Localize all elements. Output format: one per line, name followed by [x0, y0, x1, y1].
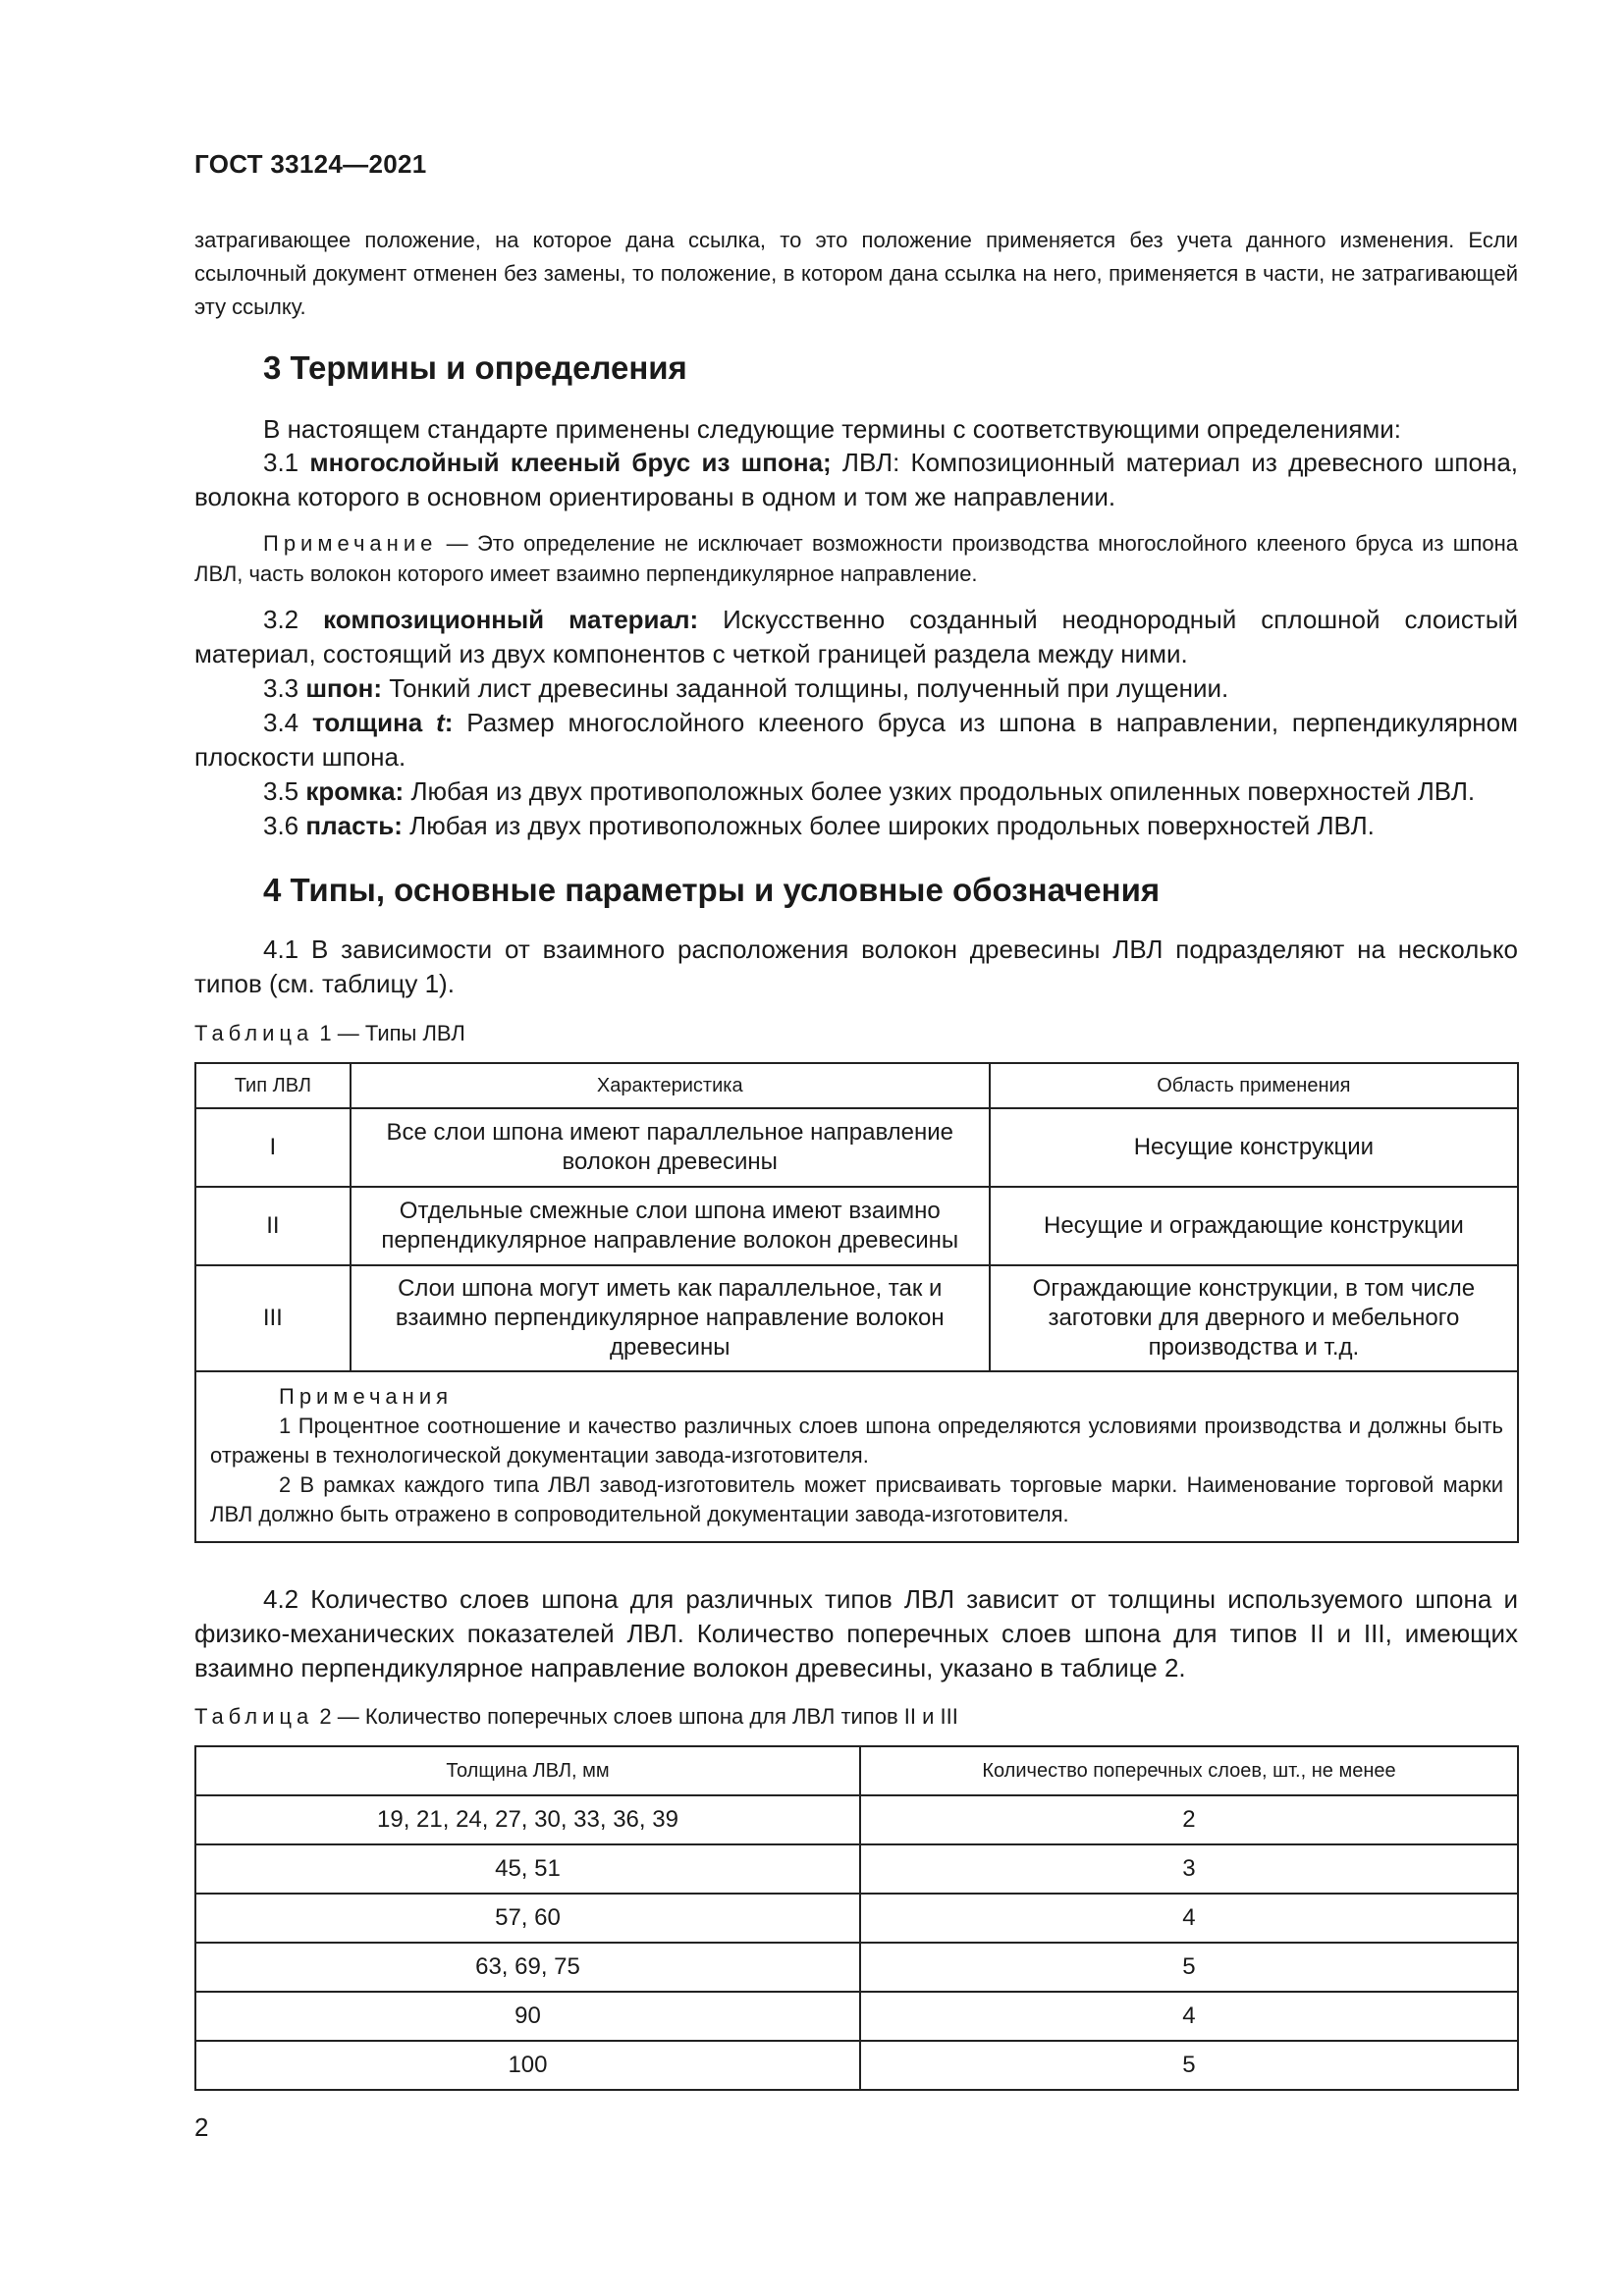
term-3-2	[194, 603, 1518, 671]
column-header: Область применения	[990, 1063, 1518, 1108]
table-row	[195, 1894, 1518, 1943]
table-row	[195, 1844, 1518, 1894]
table-cell-type: II	[195, 1187, 351, 1265]
term-name	[312, 708, 453, 737]
para-4-2	[194, 1582, 1518, 1685]
table-cell-thickness: 45, 51	[195, 1844, 860, 1894]
table-cell-count: 4	[860, 1894, 1518, 1943]
table-cell-type: I	[195, 1108, 351, 1187]
notes-label: Примечания	[279, 1384, 454, 1409]
table-header-row	[195, 1063, 1518, 1108]
term-3-1-note	[194, 528, 1518, 589]
term-name: композиционный материал:	[323, 605, 699, 634]
term-definition: Размер многослойного клееного бруса из шпона в направлении, перпендикулярном плоскости шпона.	[194, 708, 1519, 772]
section-3-title: 3 Термины и определения	[263, 349, 687, 386]
table-cell-count: 5	[860, 2041, 1518, 2090]
column-header: Характеристика	[351, 1063, 990, 1108]
table-1-caption	[194, 1021, 465, 1046]
table-cell-thickness: 19, 21, 24, 27, 30, 33, 36, 39	[195, 1795, 860, 1844]
term-number: 3.5	[263, 776, 299, 806]
table-cell-thickness: 100	[195, 2041, 860, 2090]
column-header: Тип ЛВЛ	[195, 1063, 351, 1108]
term-definition: ЛВЛ: Композиционный материал из древесного шпона, волокна которого в основном ориентированы в одном и том же направлении.	[194, 448, 1518, 511]
note-text: — Это определение не исключает возможности производства многослойного клееного бруса из шпона ЛВЛ, часть волокон которого имеет взаимно перпендикулярное направление.	[194, 531, 1518, 586]
table-cell-thickness: 90	[195, 1992, 860, 2041]
table-row	[195, 1265, 1518, 1371]
table-row	[195, 1795, 1518, 1844]
page-number: 2	[194, 2112, 209, 2142]
caption-text: 2 — Количество поперечных слоев шпона для ЛВЛ типов II и III	[319, 1704, 958, 1729]
caption-label: Таблица	[194, 1021, 314, 1045]
para-4-1	[194, 933, 1518, 1001]
term-name: пласть:	[305, 811, 403, 840]
table-2	[194, 1745, 1519, 2091]
table-note-2: 2 В рамках каждого типа ЛВЛ завод-изготовитель может присваивать торговые марки. Наименование торговой марки ЛВЛ должно быть отражено в сопроводительной документации завода-изготовителя.	[210, 1472, 1503, 1526]
table-row	[195, 1943, 1518, 1992]
table-row	[195, 2041, 1518, 2090]
term-number: 3.1	[263, 448, 299, 477]
table-row	[195, 1187, 1518, 1265]
term-number: 3.4	[263, 708, 299, 737]
term-number: 3.2	[263, 605, 299, 634]
term-number: 3.3	[263, 673, 299, 703]
table-2-caption	[194, 1704, 958, 1730]
table-cell-count: 4	[860, 1992, 1518, 2041]
table-cell-application: Ограждающие конструкции, в том числе заготовки для дверного и мебельного производства и т.д.	[990, 1265, 1518, 1371]
column-header: Количество поперечных слоев, шт., не менее	[860, 1746, 1518, 1795]
para-4-2-text: 4.2 Количество слоев шпона для различных типов ЛВЛ зависит от толщины используемого шпона и физико-механических показателей ЛВЛ. Количество поперечных слоев шпона для типов II и III, имеющих взаимно перпендикулярное направление волокон древесины, указано в таблице 2.	[194, 1584, 1518, 1682]
term-name: шпон:	[305, 673, 383, 703]
term-definition: Любая из двух противоположных более широких продольных поверхностей ЛВЛ.	[409, 811, 1375, 840]
intro-paragraph: затрагивающее положение, на которое дана ссылка, то это положение применяется без учета данного изменения. Если ссылочный документ отменен без замены, то положение, в котором дана ссылка на него, применяется в части, не затрагивающей эту ссылку.	[194, 228, 1518, 319]
document-code: ГОСТ 33124—2021	[194, 149, 427, 179]
table-cell-type: III	[195, 1265, 351, 1371]
term-colon: :	[444, 708, 454, 737]
term-definition: Тонкий лист древесины заданной толщины, полученный при лущении.	[389, 673, 1229, 703]
table-cell-characteristic: Все слои шпона имеют параллельное направление волокон древесины	[351, 1108, 990, 1187]
para-4-1-text: 4.1 В зависимости от взаимного расположения волокон древесины ЛВЛ подразделяют на несколько типов (см. таблицу 1).	[194, 934, 1518, 998]
section-3-lead	[194, 412, 1518, 447]
caption-text: 1 — Типы ЛВЛ	[319, 1021, 465, 1045]
table-cell-application: Несущие конструкции	[990, 1108, 1518, 1187]
table-row	[195, 1992, 1518, 2041]
table-cell-characteristic: Слои шпона могут иметь как параллельное, так и взаимно перпендикулярное направление волокон древесины	[351, 1265, 990, 1371]
term-3-6	[194, 809, 1518, 843]
term-3-1	[194, 446, 1518, 514]
term-name: многослойный клееный брус из шпона;	[309, 448, 832, 477]
table-cell-thickness: 63, 69, 75	[195, 1943, 860, 1992]
term-definition: Искусственно созданный неоднородный сплошной слоистый материал, состоящий из двух компонентов с четкой границей раздела между ними.	[194, 605, 1519, 668]
column-header: Толщина ЛВЛ, мм	[195, 1746, 860, 1795]
term-3-4	[194, 706, 1518, 774]
table-cell-count: 2	[860, 1795, 1518, 1844]
lead-text: В настоящем стандарте применены следующие термины с соответствующими определениями:	[263, 414, 1402, 444]
term-word: толщина	[312, 708, 423, 737]
term-number: 3.6	[263, 811, 299, 840]
table-cell-characteristic: Отдельные смежные слои шпона имеют взаимно перпендикулярное направление волокон древесины	[351, 1187, 990, 1265]
term-definition: Любая из двух противоположных более узких продольных опиленных поверхностей ЛВЛ.	[410, 776, 1476, 806]
table-header-row	[195, 1746, 1518, 1795]
term-name: кромка:	[305, 776, 405, 806]
term-3-5	[194, 774, 1518, 809]
table-notes	[195, 1371, 1518, 1542]
caption-label: Таблица	[194, 1704, 314, 1729]
term-3-3	[194, 671, 1518, 706]
term-symbol: t	[436, 708, 445, 737]
table-notes-row	[195, 1371, 1518, 1542]
table-cell-application: Несущие и ограждающие конструкции	[990, 1187, 1518, 1265]
table-cell-count: 3	[860, 1844, 1518, 1894]
section-4-title: 4 Типы, основные параметры и условные обозначения	[263, 872, 1161, 908]
note-label: Примечание	[263, 531, 438, 556]
table-row	[195, 1108, 1518, 1187]
table-cell-count: 5	[860, 1943, 1518, 1992]
table-1	[194, 1062, 1519, 1543]
table-note-1: 1 Процентное соотношение и качество различных слоев шпона определяются условиями производства и должны быть отражены в технологической документации завода-изготовителя.	[210, 1414, 1503, 1468]
table-cell-thickness: 57, 60	[195, 1894, 860, 1943]
